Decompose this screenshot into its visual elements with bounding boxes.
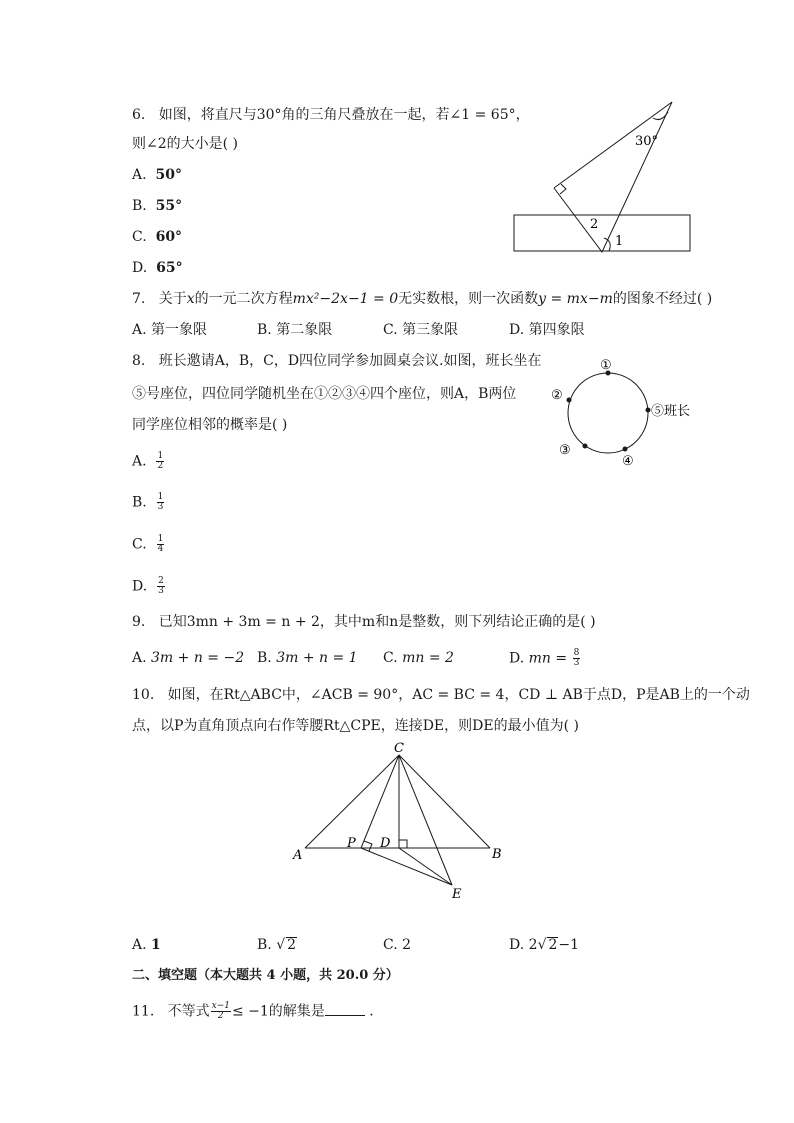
round-table-circle <box>568 373 648 453</box>
q8-stem-line1: 8. 班长邀请A，B，C，D四位同学参加圆桌会议.如图，班长坐在 <box>132 353 542 369</box>
q11-answer-blank[interactable] <box>325 1003 365 1016</box>
q7-function: y = mx−m <box>538 291 613 307</box>
seat-1-label: ① <box>600 358 612 373</box>
q7-option-b: B. 第二象限 <box>257 322 333 338</box>
label-30: 30° <box>635 134 659 149</box>
q9-option-a: A. 3m + n = −2 <box>132 650 245 666</box>
q7-equation: mx²−2x−1 = 0 <box>292 291 399 307</box>
label-C: C <box>394 741 404 756</box>
q8-option-b: B. $\frac{1}{3}$ <box>132 492 164 512</box>
seat-4-dot <box>623 447 628 452</box>
segment-AC <box>305 755 399 848</box>
label-D: D <box>380 836 391 851</box>
q10-stem-line1: 10. 如图，在Rt△ABC中，∠ACB = 90°，AC = BC = 4，CD ⊥ AB于点D，P是AB上的一个动 <box>132 687 750 703</box>
segment-CP <box>361 755 399 848</box>
label-angle-1: 1 <box>615 234 624 249</box>
q10-stem-line2: 点，以P为直角顶点向右作等腰Rt△CPE，连接DE，则DE的最小值为( ) <box>132 718 579 734</box>
q10-option-c: C. 2 <box>383 937 412 953</box>
q8-option-d: D. $\frac{2}{3}$ <box>132 576 164 596</box>
q11-stem: 11. 不等式 $\frac{x-1}{2}$ ≤ −1的解集是 . <box>132 1001 374 1021</box>
q8-option-c: C. $\frac{1}{4}$ <box>132 534 164 554</box>
q6-option-c: C. 60° <box>132 229 183 245</box>
seat-5-dot <box>646 408 651 413</box>
q6-stem-line2: 则∠2的大小是( ) <box>132 136 239 152</box>
q10-figure-triangle <box>285 738 515 903</box>
segment-BC <box>399 755 490 848</box>
right-angle-mark <box>560 184 566 194</box>
label-P: P <box>347 836 356 851</box>
label-A: A <box>293 848 303 863</box>
q7-option-d: D. 第四象限 <box>509 322 585 338</box>
q9-number: 9. <box>132 614 146 630</box>
q8-stem-line2: ⑤号座位，四位同学随机坐在①②③④四个座位，则A，B两位 <box>132 386 517 402</box>
ruler-rect <box>514 215 690 251</box>
q10-option-d: D. 2√ 2−1 <box>509 937 580 953</box>
q10-option-b: B. √ 2 <box>257 937 297 953</box>
angle-30-arc <box>653 112 668 120</box>
q6-stem-line1 <box>132 106 530 124</box>
q7-option-a: A. 第一象限 <box>132 322 208 338</box>
q8-stem-line3: 同学座位相邻的概率是( ) <box>132 417 288 433</box>
seat-3-dot <box>583 444 588 449</box>
q7-option-c: C. 第三象限 <box>383 322 459 338</box>
seat-4-label: ④ <box>622 454 634 469</box>
label-B: B <box>492 847 502 862</box>
q7-stem: 7. 关于x的一元二次方程mx²−2x−1 = 0无实数根，则一次函数y = mx−m的图象不经过( ) <box>132 291 713 307</box>
triangle-outline <box>554 102 672 252</box>
q6-option-d: D. 65° <box>132 260 183 276</box>
q6-figure-ruler-triangle <box>505 100 705 260</box>
q6-number: 6. <box>132 107 146 123</box>
seat-3-label: ③ <box>559 443 571 458</box>
q11-number: 11. <box>132 1003 155 1020</box>
angle-1-arc <box>604 238 610 251</box>
q9-option-c: C. mn = 2 <box>383 650 454 666</box>
section-2-title: 二、填空题（本大题共 4 小题，共 20.0 分） <box>132 968 399 983</box>
q9-option-b: B. 3m + n = 1 <box>257 650 358 666</box>
segment-CE <box>399 755 452 885</box>
q6-option-a: A. 50° <box>132 167 182 183</box>
q10-number: 10. <box>132 687 155 703</box>
seat-5-label: ⑤班长 <box>651 404 691 419</box>
q9-option-d: D. mn = $\frac{8}{3}$ <box>509 648 580 668</box>
q8-number: 8. <box>132 353 146 369</box>
q10-option-a: A. 1 <box>132 937 161 953</box>
q8-figure-round-table <box>545 352 705 472</box>
q6-option-b: B. 55° <box>132 198 183 214</box>
label-angle-2: 2 <box>590 217 599 232</box>
label-E: E <box>452 887 462 902</box>
seat-2-dot <box>567 398 572 403</box>
q6-stem-a: 如图，将直尺与30°角的三角尺叠放在一起，若∠1 = 65°， <box>158 107 530 123</box>
seat-2-label: ② <box>551 388 563 403</box>
q9-stem: 9. 已知3mn + 3m = n + 2，其中m和n是整数，则下列结论正确的是( ) <box>132 614 596 630</box>
q7-number: 7. <box>132 291 146 307</box>
q8-option-a: A. $\frac{1}{2}$ <box>132 451 164 471</box>
right-angle-D <box>399 840 407 848</box>
